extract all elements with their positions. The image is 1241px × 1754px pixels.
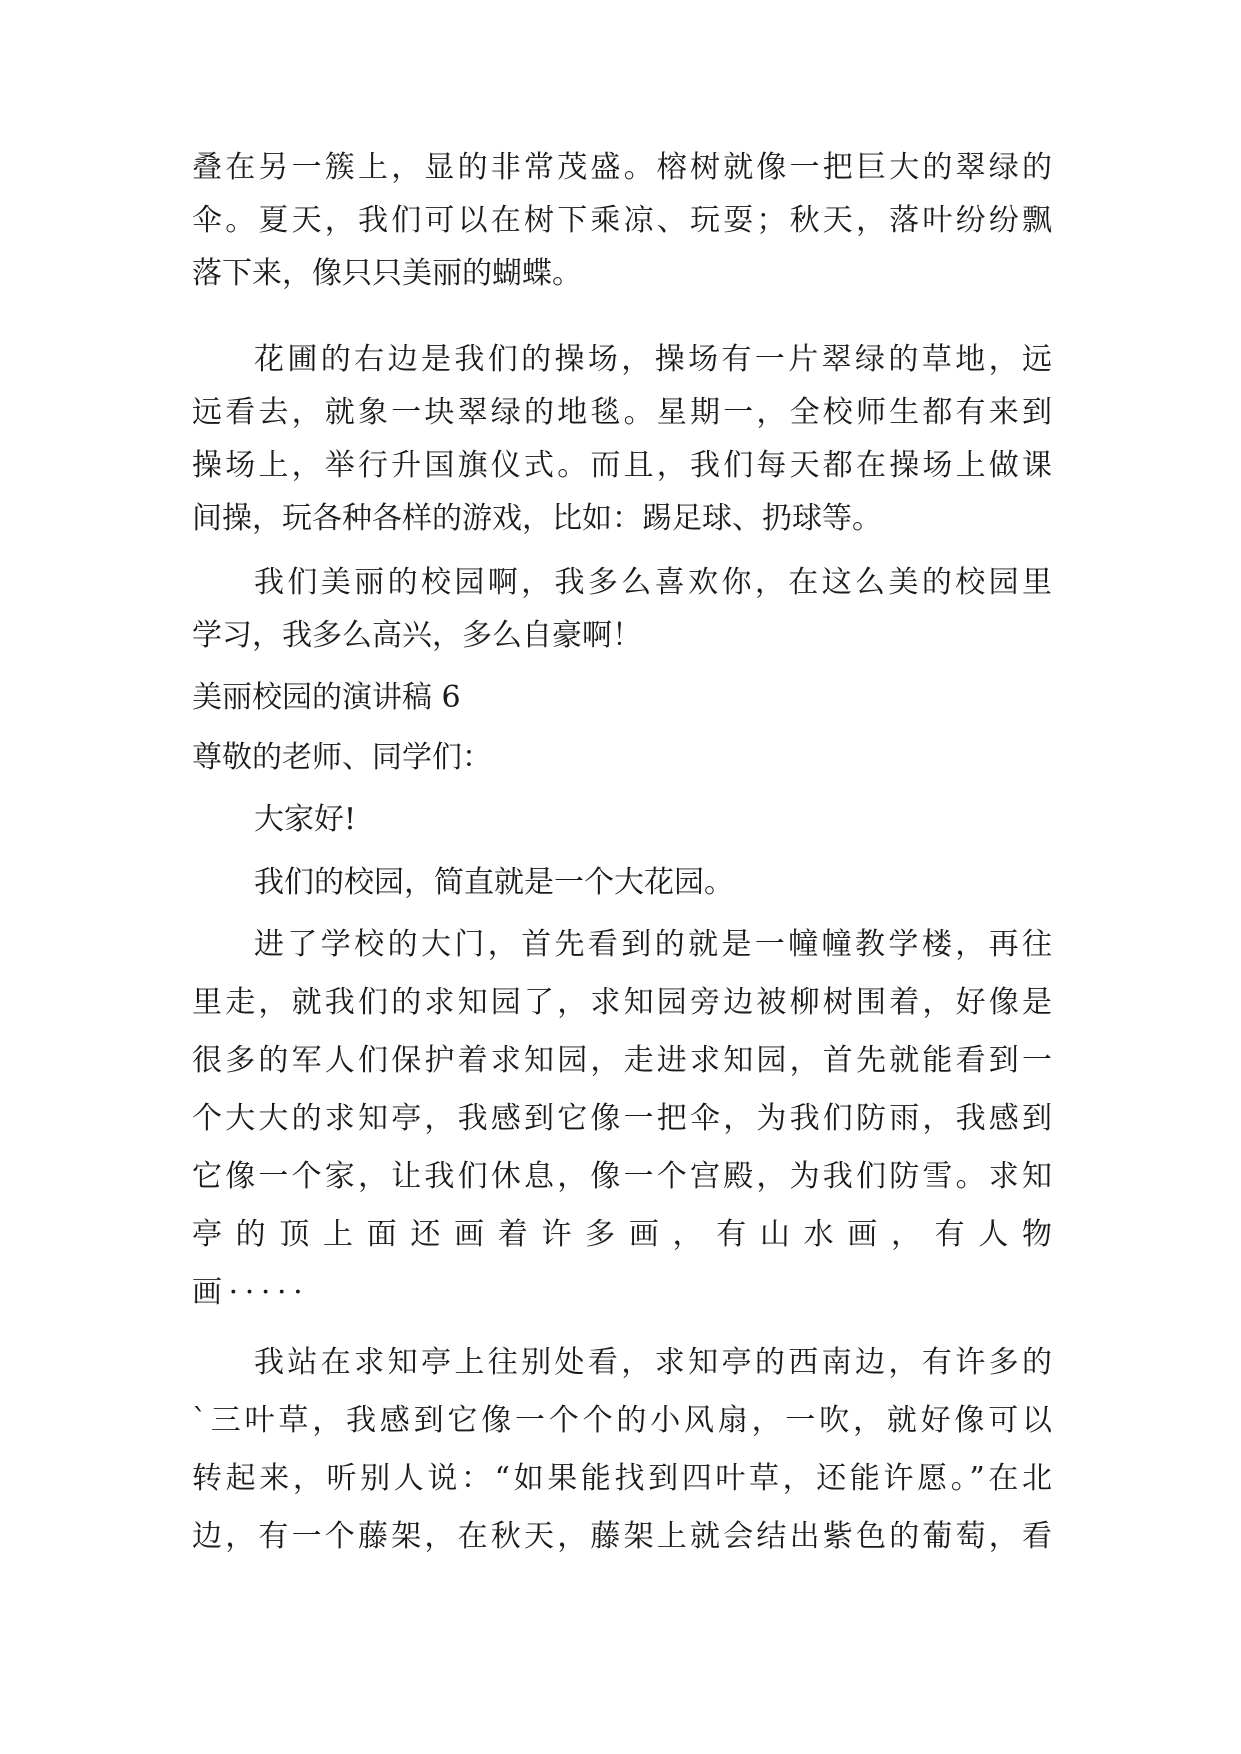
paragraph-first-line: 进了学校的大门，首先看到的就是一幢幢教学楼，再往 xyxy=(254,927,1052,962)
text-line: 个大大的求知亭，我感到它像一把伞，为我们防雨，我感到 xyxy=(192,1101,1052,1136)
text-line: 伞。夏天，我们可以在树下乘凉、玩耍；秋天，落叶纷纷飘 xyxy=(192,203,1052,238)
text-line: 它像一个家，让我们休息，像一个宫殿，为我们防雪。求知 xyxy=(192,1159,1052,1194)
salutation: 尊敬的老师、同学们： xyxy=(192,740,492,775)
text-line: 画····· xyxy=(192,1275,310,1310)
text-line: 落下来，像只只美丽的蝴蝶。 xyxy=(192,256,582,291)
greeting: 大家好! xyxy=(254,802,357,837)
text-line: `三叶草，我感到它像一个个的小风扇，一吹，就好像可以 xyxy=(192,1403,1052,1438)
text-line: 亭的顶上面还画着许多画，有山水画，有人物 xyxy=(192,1217,1052,1252)
paragraph-first-line: 我站在求知亭上往别处看，求知亭的西南边，有许多的 xyxy=(254,1345,1052,1380)
paragraph-first-line: 我们的校园，简直就是一个大花园。 xyxy=(254,865,734,900)
text-line: 里走，就我们的求知园了，求知园旁边被柳树围着，好像是 xyxy=(192,985,1052,1020)
text-line: 学习，我多么高兴，多么自豪啊！ xyxy=(192,618,642,653)
text-line: 边，有一个藤架，在秋天，藤架上就会结出紫色的葡萄，看 xyxy=(192,1519,1052,1554)
text-line: 很多的军人们保护着求知园，走进求知园，首先就能看到一 xyxy=(192,1043,1052,1078)
text-line: 叠在另一簇上，显的非常茂盛。榕树就像一把巨大的翠绿的 xyxy=(192,150,1052,185)
paragraph-first-line: 我们美丽的校园啊，我多么喜欢你，在这么美的校园里 xyxy=(254,565,1052,600)
text-line: 远看去，就象一块翠绿的地毯。星期一，全校师生都有来到 xyxy=(192,395,1052,430)
text-line: 转起来，听别人说：“如果能找到四叶草，还能许愿。”在北 xyxy=(192,1461,1052,1496)
text-line: 间操，玩各种各样的游戏，比如：踢足球、扔球等。 xyxy=(192,501,882,536)
section-title: 美丽校园的演讲稿 6 xyxy=(192,680,461,715)
paragraph-first-line: 花圃的右边是我们的操场，操场有一片翠绿的草地，远 xyxy=(254,342,1052,377)
text-line: 操场上，举行升国旗仪式。而且，我们每天都在操场上做课 xyxy=(192,448,1052,483)
